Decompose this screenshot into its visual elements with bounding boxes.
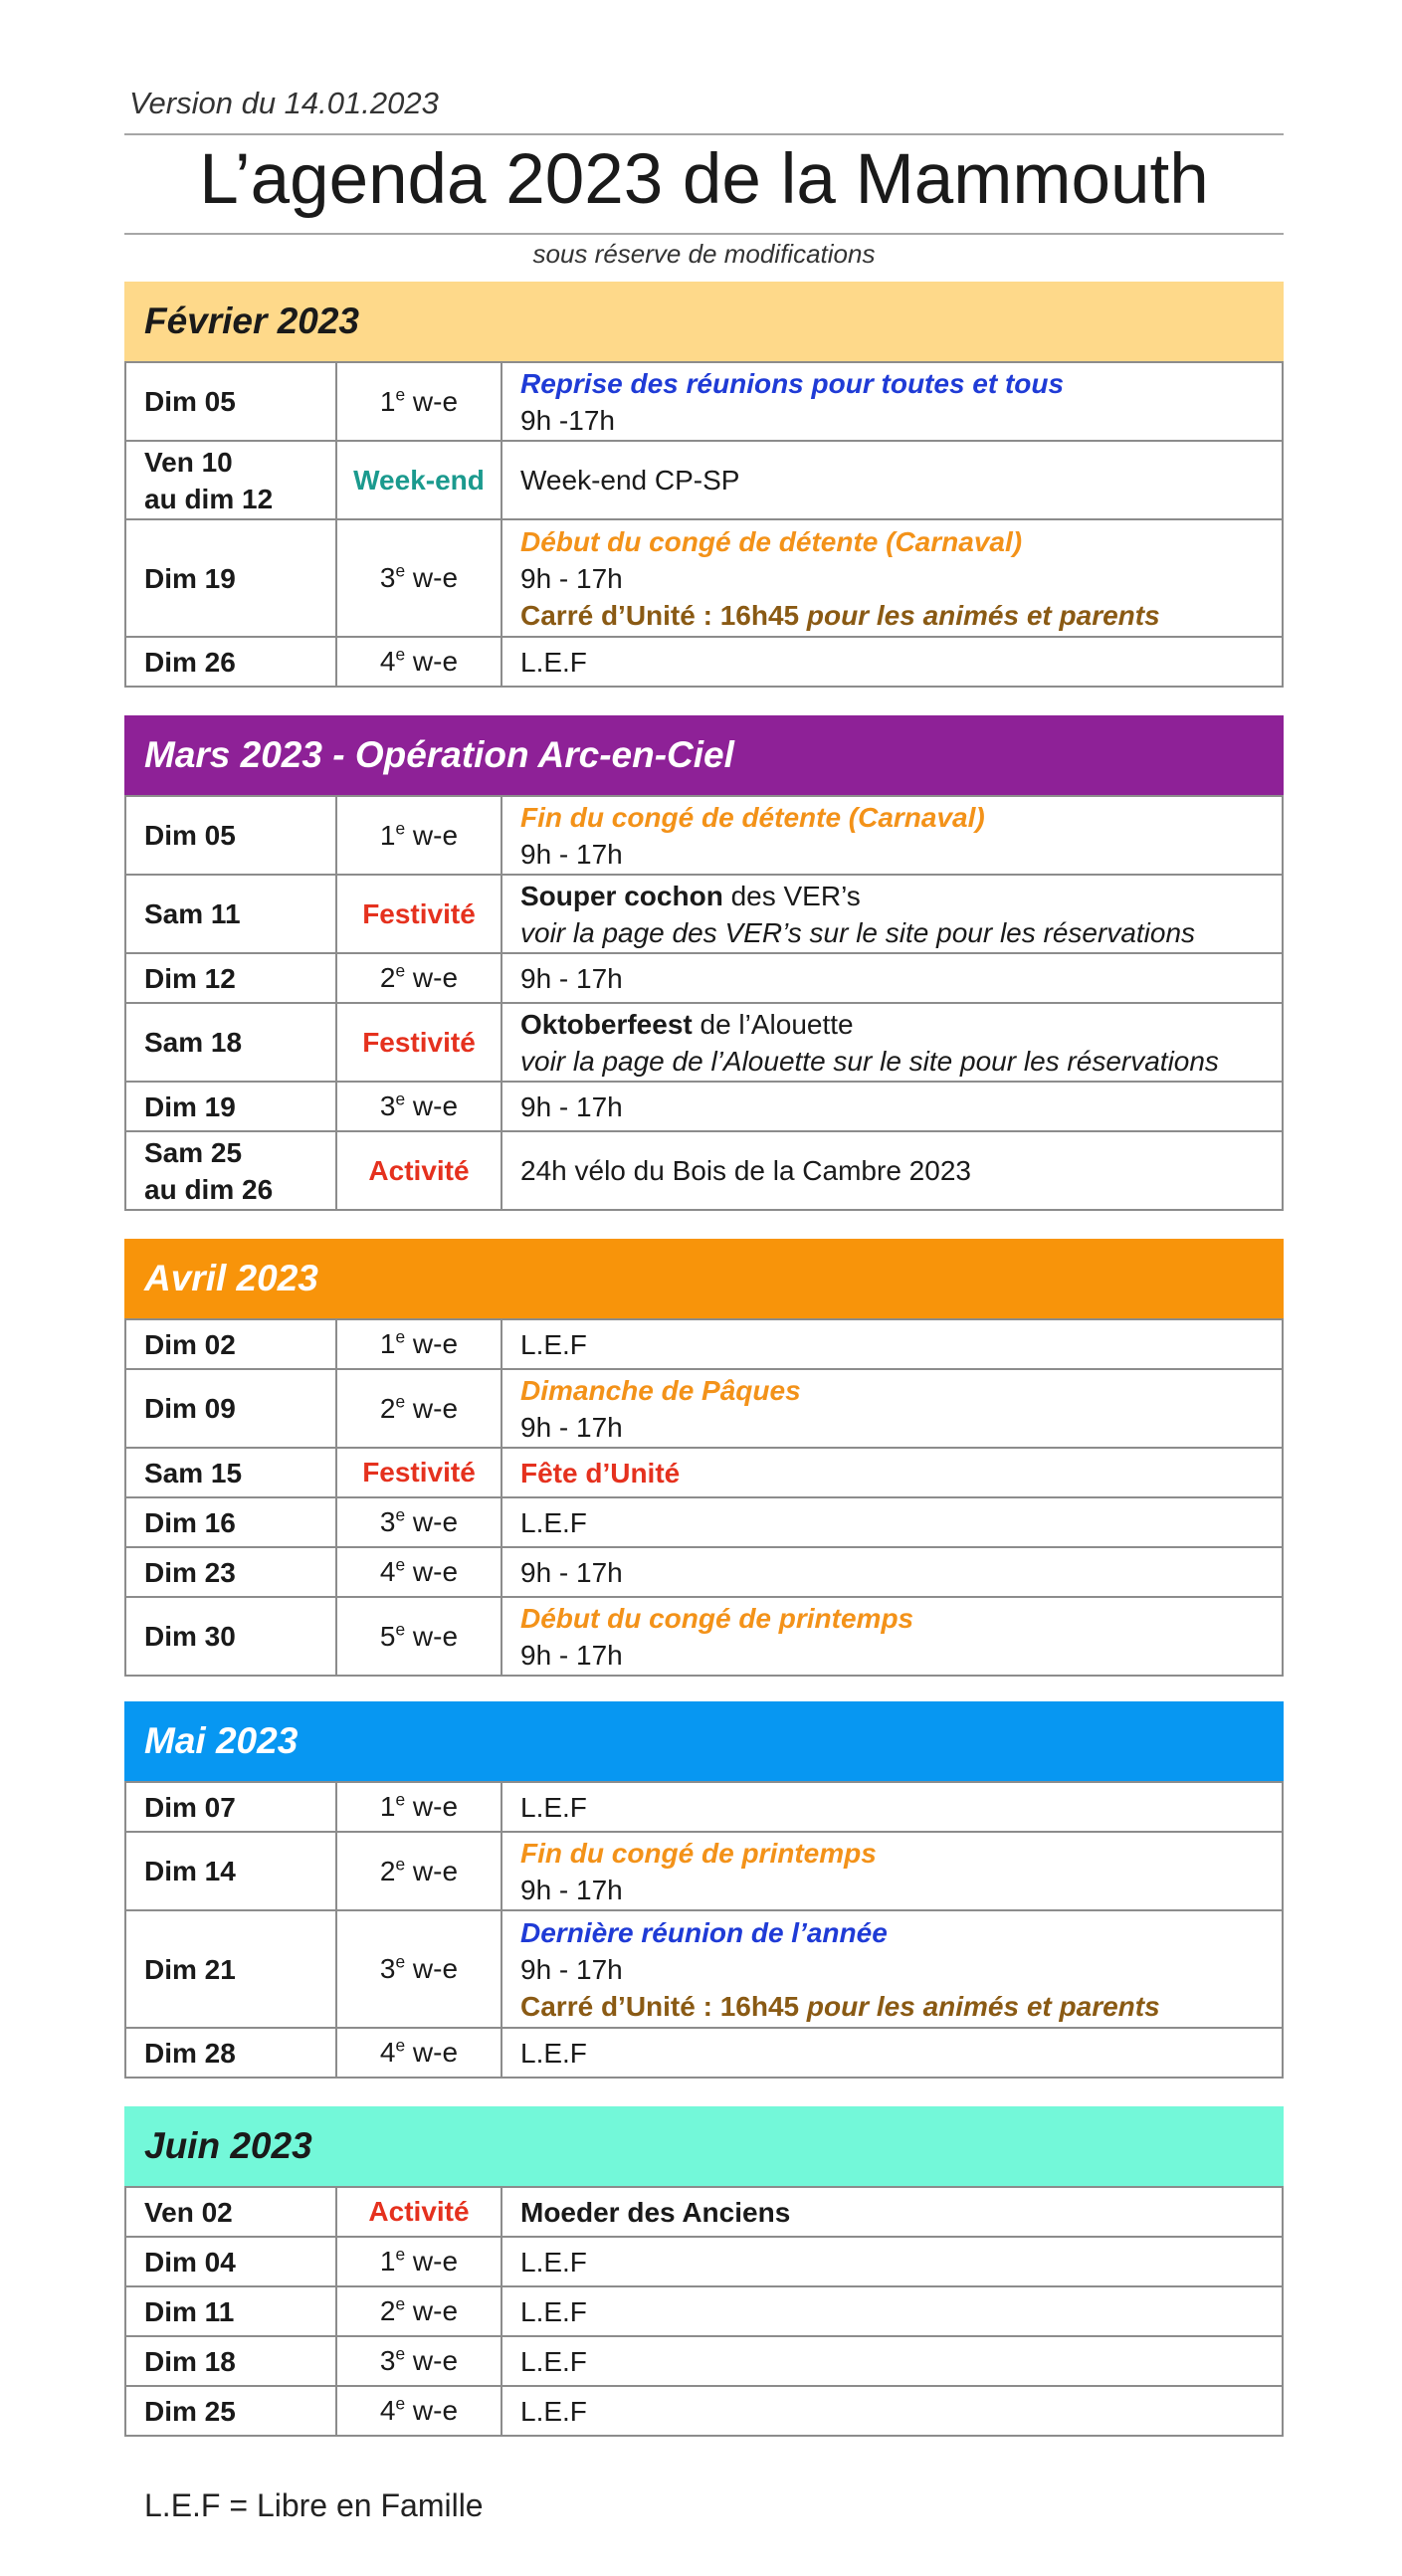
table-row <box>125 796 1283 875</box>
table-row <box>125 1497 1283 1547</box>
table-row <box>125 1547 1283 1597</box>
row-description: Fête d’Unité <box>501 1448 1283 1497</box>
row-date: Dim 16 <box>125 1497 336 1547</box>
page-subtitle: sous réserve de modifications <box>532 239 876 269</box>
row-weekend: 3e w-e <box>336 519 501 637</box>
row-weekend: 2e w-e <box>336 1832 501 1910</box>
section-header-mars: Mars 2023 - Opération Arc-en-Ciel <box>124 715 1284 795</box>
row-weekend: 4e w-e <box>336 2386 501 2436</box>
table-row <box>125 1448 1283 1497</box>
table-row <box>125 2286 1283 2336</box>
table-row <box>125 1782 1283 1832</box>
row-description: L.E.F <box>501 2286 1283 2336</box>
row-weekend: 4e w-e <box>336 1547 501 1597</box>
row-description: Oktoberfeest de l’Alouette voir la page de l’Alouette sur le site pour les réservations <box>501 1003 1283 1082</box>
row-description: L.E.F <box>501 2028 1283 2078</box>
row-weekend: 1e w-e <box>336 362 501 441</box>
row-tag: Week-end <box>336 441 501 519</box>
agenda-table-fevrier <box>124 361 1284 688</box>
table-row <box>125 1369 1283 1448</box>
row-tag: Activité <box>336 2187 501 2237</box>
row-date: Dim 09 <box>125 1369 336 1448</box>
footer-legend: L.E.F = Libre en Famille <box>144 2487 484 2523</box>
row-date: Dim 23 <box>125 1547 336 1597</box>
row-date: Dim 11 <box>125 2286 336 2336</box>
table-row <box>125 1319 1283 1369</box>
row-description: Souper cochon des VER’s voir la page des VER’s sur le site pour les réservations <box>501 875 1283 953</box>
row-weekend: 2e w-e <box>336 953 501 1003</box>
row-weekend: 1e w-e <box>336 1782 501 1832</box>
row-date: Ven 02 <box>125 2187 336 2237</box>
row-description: L.E.F <box>501 2336 1283 2386</box>
row-weekend: 3e w-e <box>336 1497 501 1547</box>
row-weekend: 2e w-e <box>336 2286 501 2336</box>
table-row <box>125 1082 1283 1131</box>
page-title: L’agenda 2023 de la Mammouth <box>199 140 1209 219</box>
table-row <box>125 1832 1283 1910</box>
row-description: Début du congé de détente (Carnaval) 9h - 17h Carré d’Unité : 16h45 pour les animés et parents <box>501 519 1283 637</box>
section-header-mai: Mai 2023 <box>124 1701 1284 1781</box>
row-description: Fin du congé de détente (Carnaval) 9h - 17h <box>501 796 1283 875</box>
row-weekend: 1e w-e <box>336 796 501 875</box>
table-row <box>125 1003 1283 1082</box>
row-weekend: 4e w-e <box>336 637 501 687</box>
table-row <box>125 519 1283 637</box>
row-description: Reprise des réunions pour toutes et tous 9h -17h <box>501 362 1283 441</box>
title-rule <box>124 233 1284 235</box>
row-date: Sam 18 <box>125 1003 336 1082</box>
table-row <box>125 2237 1283 2286</box>
section-avril <box>124 1239 1284 1677</box>
row-date: Dim 19 <box>125 1082 336 1131</box>
row-description: L.E.F <box>501 1497 1283 1547</box>
row-description: 9h - 17h <box>501 1082 1283 1131</box>
row-weekend: 1e w-e <box>336 1319 501 1369</box>
version-label: Version du 14.01.2023 <box>129 86 439 120</box>
row-date: Dim 12 <box>125 953 336 1003</box>
row-date: Dim 04 <box>125 2237 336 2286</box>
section-juin <box>124 2106 1284 2437</box>
row-weekend: 2e w-e <box>336 1369 501 1448</box>
row-date: Dim 21 <box>125 1910 336 2028</box>
row-tag: Festivité <box>336 875 501 953</box>
row-date: Sam 15 <box>125 1448 336 1497</box>
row-description: L.E.F <box>501 2237 1283 2286</box>
row-description: Début du congé de printemps 9h - 17h <box>501 1597 1283 1676</box>
row-date: Sam 25 au dim 26 <box>125 1131 336 1210</box>
row-date: Dim 14 <box>125 1832 336 1910</box>
row-date: Dim 28 <box>125 2028 336 2078</box>
row-date: Dim 18 <box>125 2336 336 2386</box>
row-description: 24h vélo du Bois de la Cambre 2023 <box>501 1131 1283 1210</box>
section-header-avril: Avril 2023 <box>124 1239 1284 1318</box>
table-row <box>125 1131 1283 1210</box>
row-tag: Festivité <box>336 1448 501 1497</box>
agenda-table-mars <box>124 795 1284 1211</box>
section-fevrier <box>124 282 1284 688</box>
section-header-juin: Juin 2023 <box>124 2106 1284 2186</box>
table-row <box>125 875 1283 953</box>
section-mai <box>124 1701 1284 2079</box>
row-date: Dim 19 <box>125 519 336 637</box>
row-description: Week-end CP-SP <box>501 441 1283 519</box>
row-date: Dim 05 <box>125 796 336 875</box>
table-row <box>125 2187 1283 2237</box>
row-date: Dim 02 <box>125 1319 336 1369</box>
section-header-fevrier: Février 2023 <box>124 282 1284 361</box>
row-description: Dernière réunion de l’année 9h - 17h Carré d’Unité : 16h45 pour les animés et parents <box>501 1910 1283 2028</box>
row-description: Dimanche de Pâques 9h - 17h <box>501 1369 1283 1448</box>
row-weekend: 3e w-e <box>336 2336 501 2386</box>
row-description: L.E.F <box>501 1782 1283 1832</box>
row-tag: Festivité <box>336 1003 501 1082</box>
row-date: Sam 11 <box>125 875 336 953</box>
row-date: Ven 10 au dim 12 <box>125 441 336 519</box>
agenda-table-juin <box>124 2186 1284 2437</box>
row-date: Dim 26 <box>125 637 336 687</box>
row-weekend: 1e w-e <box>336 2237 501 2286</box>
table-row <box>125 362 1283 441</box>
row-description: L.E.F <box>501 637 1283 687</box>
table-row <box>125 637 1283 687</box>
row-weekend: 3e w-e <box>336 1910 501 2028</box>
table-row <box>125 2336 1283 2386</box>
table-row <box>125 441 1283 519</box>
row-description: Fin du congé de printemps 9h - 17h <box>501 1832 1283 1910</box>
row-description: 9h - 17h <box>501 953 1283 1003</box>
table-row <box>125 1597 1283 1676</box>
row-description: L.E.F <box>501 1319 1283 1369</box>
row-date: Dim 05 <box>125 362 336 441</box>
row-date: Dim 07 <box>125 1782 336 1832</box>
row-tag: Activité <box>336 1131 501 1210</box>
row-weekend: 4e w-e <box>336 2028 501 2078</box>
table-row <box>125 953 1283 1003</box>
section-mars <box>124 715 1284 1211</box>
table-row <box>125 1910 1283 2028</box>
row-description: L.E.F <box>501 2386 1283 2436</box>
table-row <box>125 2028 1283 2078</box>
table-row <box>125 2386 1283 2436</box>
row-date: Dim 30 <box>125 1597 336 1676</box>
row-weekend: 3e w-e <box>336 1082 501 1131</box>
row-description: 9h - 17h <box>501 1547 1283 1597</box>
agenda-table-avril <box>124 1318 1284 1677</box>
row-weekend: 5e w-e <box>336 1597 501 1676</box>
row-date: Dim 25 <box>125 2386 336 2436</box>
agenda-table-mai <box>124 1781 1284 2079</box>
row-description: Moeder des Anciens <box>501 2187 1283 2237</box>
